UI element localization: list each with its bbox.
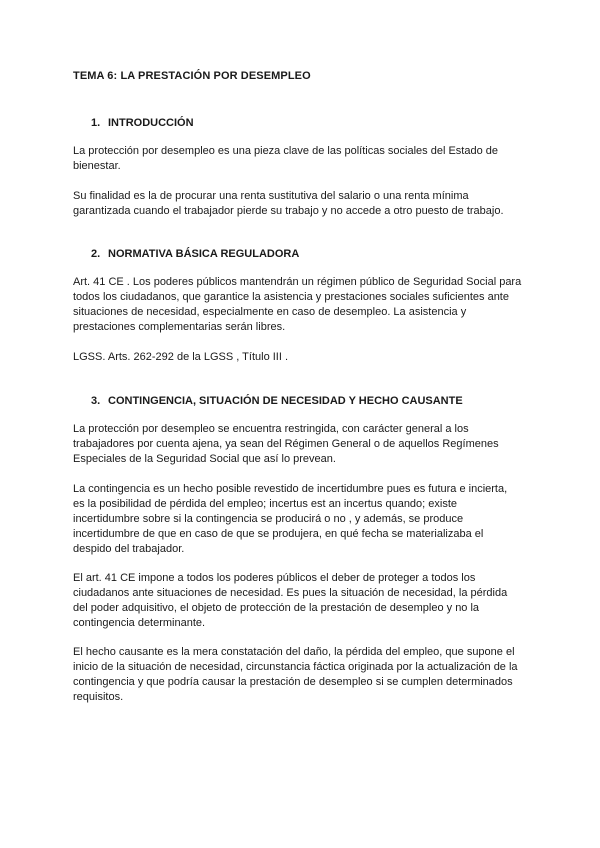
- paragraph: La protección por desempleo es una pieza clave de las políticas sociales del Estado de bienestar.: [73, 145, 498, 172]
- section-heading-contingencia: [91, 395, 463, 407]
- section-heading-introduccion: [91, 117, 194, 129]
- section-title: INTRODUCCIÓN: [108, 117, 194, 129]
- paragraph: LGSS. Arts. 262-292 de la LGSS , Título III .: [73, 351, 289, 363]
- paragraph: La protección por desempleo se encuentra restringida, con carácter general a los trabajadores por cuenta ajena, ya sean del Régimen General o de aquellos Regímenes Especiales de la Seguridad Social que así lo prevean.: [73, 423, 499, 465]
- section-title: NORMATIVA BÁSICA REGULADORA: [108, 248, 300, 260]
- paragraph: El art. 41 CE impone a todos los poderes públicos el deber de proteger a todos los ciudadanos ante situaciones de necesidad. Es pues la situación de necesidad, la pérdida del poder adquisitivo, el objeto de protección de la prestación de desempleo y no la contingencia determinante.: [73, 572, 508, 629]
- paragraph: La contingencia es un hecho posible revestido de incertidumbre pues es futura e incierta, es la posibilidad de pérdida del empleo; incertus est an incertus quando; existe incertidumbre sobre si la contingencia se producirá o no , y además, se produce incertidumbre de que en caso de que se produjera, en qué fecha se materializaba el despido del trabajador.: [73, 483, 508, 555]
- section-number: 2.: [91, 248, 101, 260]
- document-title: TEMA 6: LA PRESTACIÓN POR DESEMPLEO: [73, 70, 311, 82]
- section-number: 3.: [91, 395, 101, 407]
- section-heading-normativa: [91, 248, 299, 260]
- section-number: 1.: [91, 117, 101, 129]
- paragraph: Art. 41 CE . Los poderes públicos mantendrán un régimen público de Seguridad Social para todos los ciudadanos, que garantice la asistencia y prestaciones sociales suficientes ante situaciones de necesidad, especialmente en caso de desempleo. La asistencia y prestaciones complementarias serán libres.: [73, 276, 522, 333]
- paragraph: El hecho causante es la mera constatación del daño, la pérdida del empleo, que supone el inicio de la situación de necesidad, circunstancia fáctica originada por la actualización de la contingencia y que podría causar la prestación de desempleo si se cumplen determinados requisitos.: [73, 646, 518, 703]
- paragraph: Su finalidad es la de procurar una renta sustitutiva del salario o una renta mínima garantizada cuando el trabajador pierde su trabajo y no accede a otro puesto de trabajo.: [73, 190, 504, 217]
- section-title: CONTINGENCIA, SITUACIÓN DE NECESIDAD Y HECHO CAUSANTE: [108, 395, 463, 407]
